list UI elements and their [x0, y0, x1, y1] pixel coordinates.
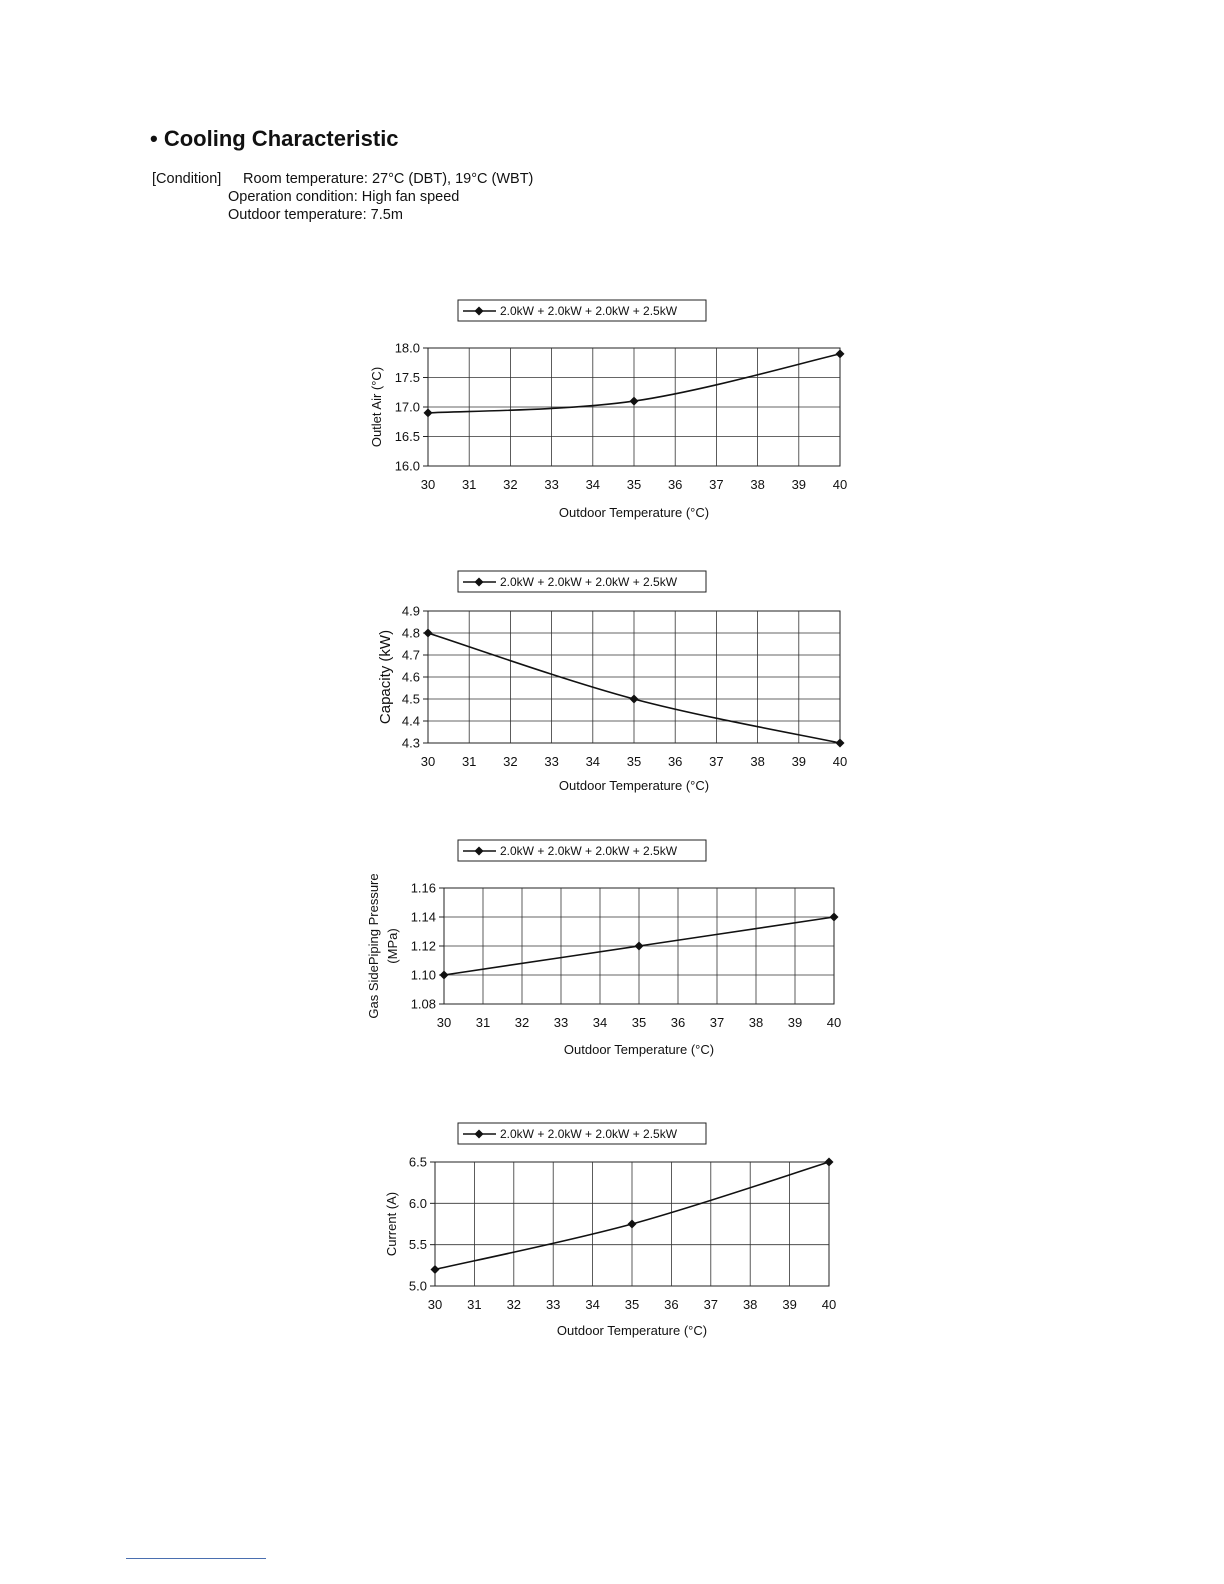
y-tick-label: 4.6	[401, 669, 420, 685]
y-tick-label: 1.12	[410, 938, 436, 954]
chart-capacity	[377, 571, 847, 793]
legend	[458, 300, 706, 321]
x-tick-label: 37	[709, 477, 724, 492]
legend	[458, 571, 706, 592]
x-tick-label: 36	[664, 1297, 679, 1312]
chart-gas-side-pressure	[366, 840, 841, 1057]
y-tick-label: 18.0	[394, 340, 420, 356]
y-axis-label: Current (A)	[384, 1191, 399, 1257]
x-tick-label: 38	[750, 754, 765, 769]
x-tick-label: 37	[703, 1297, 719, 1312]
y-tick-label: 4.8	[401, 625, 420, 641]
y-axis-label: Gas SidePiping Pressure	[366, 873, 381, 1019]
y-tick-label: 1.16	[410, 880, 436, 896]
x-tick-label: 40	[826, 1015, 842, 1030]
x-axis-label: Outdoor Temperature (°C)	[556, 1323, 708, 1338]
x-tick-label: 35	[626, 754, 642, 769]
x-tick-label: 33	[545, 1297, 561, 1312]
legend-label: 2.0kW + 2.0kW + 2.0kW + 2.5kW	[500, 844, 678, 858]
y-tick-label: 4.5	[401, 691, 420, 707]
y-axis-label: Capacity (kW)	[377, 629, 394, 725]
legend	[458, 1123, 706, 1144]
legend-label: 2.0kW + 2.0kW + 2.0kW + 2.5kW	[500, 1127, 678, 1141]
x-tick-label: 38	[750, 477, 765, 492]
x-axis-label: Outdoor Temperature (°C)	[563, 1042, 715, 1057]
x-tick-label: 32	[514, 1015, 530, 1030]
x-tick-label: 32	[503, 754, 518, 769]
x-tick-label: 36	[667, 754, 683, 769]
x-tick-label: 35	[624, 1297, 640, 1312]
x-tick-label: 32	[506, 1297, 522, 1312]
x-tick-label: 34	[585, 754, 601, 769]
y-tick-label: 4.7	[401, 647, 420, 663]
y-tick-label: 5.0	[408, 1278, 427, 1294]
x-tick-label: 36	[667, 477, 683, 492]
y-tick-label: 4.3	[401, 735, 420, 751]
heading-bullet: •	[150, 126, 158, 151]
condition-operation: Operation condition: High fan speed	[228, 189, 460, 205]
y-tick-label: 5.5	[408, 1237, 427, 1253]
y-tick-label: 1.10	[410, 967, 436, 983]
legend	[458, 840, 706, 861]
x-tick-label: 38	[748, 1015, 764, 1030]
y-tick-label: 17.0	[394, 399, 420, 415]
x-tick-label: 35	[626, 477, 642, 492]
x-tick-label: 31	[467, 1297, 482, 1312]
y-tick-label: 16.0	[394, 458, 420, 474]
x-tick-label: 40	[821, 1297, 837, 1312]
footer-rule	[126, 1558, 266, 1559]
x-tick-label: 35	[631, 1015, 647, 1030]
x-tick-label: 34	[585, 1297, 600, 1312]
condition-room-temperature: Room temperature: 27°C (DBT), 19°C (WBT)	[243, 171, 534, 187]
x-tick-label: 40	[832, 754, 848, 769]
condition-label: [Condition]	[152, 171, 222, 187]
condition-outdoor-temperature: Outdoor temperature: 7.5m	[228, 207, 403, 223]
x-axis-label: Outdoor Temperature (°C)	[558, 778, 710, 793]
chart-current	[384, 1123, 836, 1338]
x-tick-label: 37	[709, 754, 724, 769]
y-axis-label: Outlet Air (°C)	[369, 366, 384, 448]
x-tick-label: 38	[742, 1297, 758, 1312]
x-tick-label: 31	[461, 477, 477, 492]
x-tick-label: 30	[420, 477, 436, 492]
y-tick-label: 17.5	[394, 370, 420, 385]
x-tick-label: 39	[791, 754, 807, 769]
x-tick-label: 34	[585, 477, 601, 492]
x-tick-label: 34	[592, 1015, 608, 1030]
x-tick-label: 36	[670, 1015, 686, 1030]
page-title: Cooling Characteristic	[163, 126, 399, 151]
y-tick-label: 6.0	[408, 1195, 427, 1211]
x-tick-label: 39	[787, 1015, 803, 1030]
x-tick-label: 31	[475, 1015, 491, 1030]
x-tick-label: 39	[791, 477, 807, 492]
x-tick-label: 30	[436, 1015, 452, 1030]
legend-label: 2.0kW + 2.0kW + 2.0kW + 2.5kW	[500, 304, 678, 318]
x-tick-label: 33	[553, 1015, 569, 1030]
x-tick-label: 31	[461, 754, 477, 769]
legend-label: 2.0kW + 2.0kW + 2.0kW + 2.5kW	[500, 575, 678, 589]
x-tick-label: 30	[420, 754, 436, 769]
x-tick-label: 32	[503, 477, 518, 492]
y-axis-label-units: (MPa)	[385, 928, 400, 964]
y-tick-label: 1.08	[410, 996, 436, 1012]
x-tick-label: 33	[544, 477, 559, 492]
x-tick-label: 33	[544, 754, 559, 769]
chart-outlet-air	[369, 300, 847, 520]
y-tick-label: 6.5	[408, 1154, 427, 1170]
x-axis-label: Outdoor Temperature (°C)	[558, 505, 710, 520]
x-tick-label: 40	[832, 477, 848, 492]
x-tick-label: 30	[427, 1297, 443, 1312]
y-tick-label: 4.9	[401, 603, 420, 619]
x-tick-label: 39	[782, 1297, 797, 1312]
y-tick-label: 1.14	[410, 909, 436, 925]
x-tick-label: 37	[709, 1015, 725, 1030]
y-tick-label: 4.4	[401, 713, 420, 729]
y-tick-label: 16.5	[394, 429, 420, 444]
